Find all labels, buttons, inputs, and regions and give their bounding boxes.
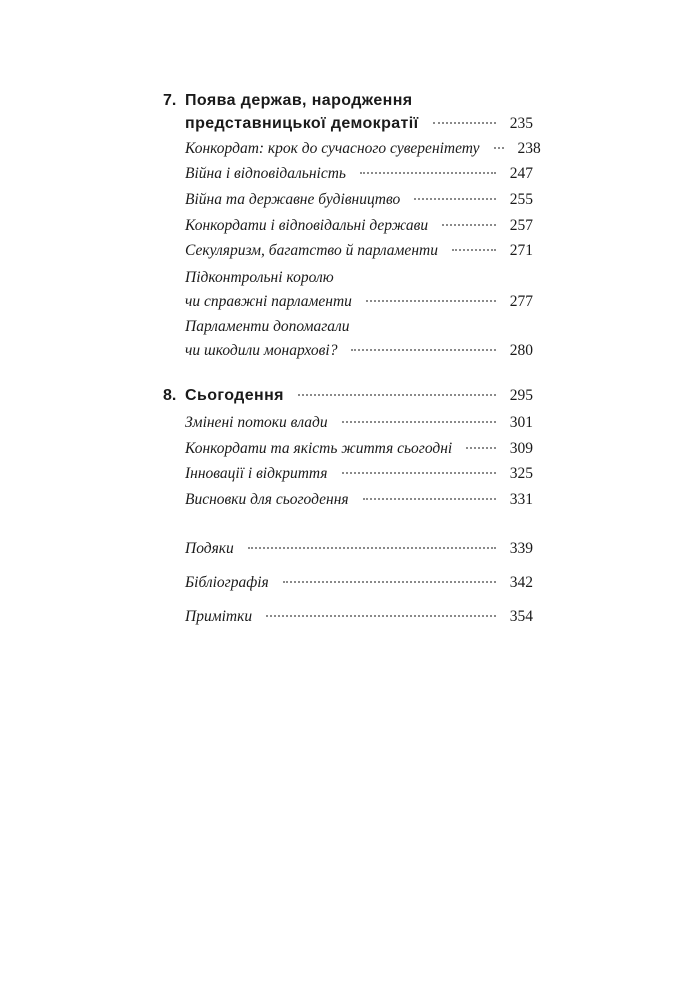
dot-leader: [360, 171, 496, 174]
chapter-8-title: Сьогодення: [185, 387, 284, 404]
toc-entry-title: Конкордати і відповідальні держави: [185, 217, 429, 234]
toc-entry[interactable]: [185, 491, 533, 515]
toc-entry[interactable]: [185, 440, 533, 464]
chapter-7-title-row[interactable]: [185, 115, 533, 139]
toc-entry-page: 277: [509, 293, 533, 310]
toc-entry-page: 247: [509, 165, 533, 182]
toc-entry-title: Висновки для сьогодення: [185, 491, 349, 508]
toc-entry-title-line2: чи шкодили монархові?: [185, 342, 338, 359]
toc-entry-title: Інновації і відкриття: [185, 465, 328, 482]
toc-entry-page: 257: [509, 217, 533, 234]
toc-entry-page: 342: [509, 574, 533, 591]
toc-entry[interactable]: [185, 217, 533, 241]
toc-entry-title-line2: чи справжні парламенти: [185, 293, 352, 310]
toc-entry-title-line1: Підконтрольні королю: [185, 269, 334, 286]
toc-entry-page: 255: [509, 191, 533, 208]
dot-leader: [248, 546, 496, 549]
toc-entry-title: Змінені потоки влади: [185, 414, 328, 431]
toc-entry-page: 331: [509, 491, 533, 508]
dot-leader: [363, 497, 496, 500]
toc-entry-page: 280: [509, 342, 533, 359]
chapter-8-row[interactable]: [163, 387, 533, 411]
toc-entry-title-line1: Парламенти допомагали: [185, 318, 350, 335]
toc-entry[interactable]: [185, 191, 533, 215]
chapter-7-title-line1: Поява держав, народження: [185, 92, 413, 109]
dot-leader: [414, 197, 496, 200]
dot-leader: [452, 248, 496, 251]
toc-entry-page: 325: [509, 465, 533, 482]
chapter-7-title-line2: представницької демократії: [185, 115, 419, 132]
toc-entry-page: 238: [517, 140, 541, 157]
toc-entry-acknowledgements[interactable]: [185, 540, 533, 564]
toc-entry-page: 301: [509, 414, 533, 431]
toc-entry-title: Конкордати та якість життя сьогодні: [185, 440, 453, 457]
dot-leader: [366, 299, 496, 302]
toc-entry[interactable]: [185, 140, 541, 164]
dot-leader: [351, 348, 495, 351]
toc-entry[interactable]: [185, 342, 533, 366]
toc-entry-title: Бібліографія: [185, 574, 269, 591]
toc-entry-notes[interactable]: [185, 608, 533, 632]
dot-leader: [298, 393, 496, 396]
toc-entry[interactable]: [185, 293, 533, 317]
toc-entry-title: Конкордат: крок до сучасного суверенітету: [185, 140, 480, 157]
toc-entry[interactable]: [185, 414, 533, 438]
toc-entry[interactable]: [185, 165, 533, 189]
toc-entry-title: Війна і відповідальність: [185, 165, 346, 182]
toc-entry-title: Подяки: [185, 540, 234, 557]
toc-entry-page: 354: [509, 608, 533, 625]
chapter-8-number: 8.: [163, 387, 177, 404]
dot-leader: [494, 146, 504, 149]
chapter-7-number: 7.: [163, 92, 177, 109]
toc-entry-title: Війна та державне будівництво: [185, 191, 401, 208]
toc-entry-title: Примітки: [185, 608, 253, 625]
toc-entry[interactable]: [185, 242, 533, 266]
toc-entry-title: Секуляризм, багатство й парламенти: [185, 242, 438, 259]
toc-entry-bibliography[interactable]: [185, 574, 533, 598]
toc-entry-page: 339: [509, 540, 533, 557]
dot-leader: [342, 420, 496, 423]
dot-leader: [342, 471, 496, 474]
dot-leader: [266, 614, 496, 617]
chapter-8-page: 295: [509, 387, 533, 404]
dot-leader: [466, 446, 496, 449]
chapter-7-page: 235: [509, 115, 533, 132]
toc-entry[interactable]: [185, 465, 533, 489]
dot-leader: [283, 580, 496, 583]
dot-leader: [442, 223, 496, 226]
dot-leader: [433, 121, 496, 124]
toc-entry-page: 271: [509, 242, 533, 259]
toc-entry-page: 309: [509, 440, 533, 457]
